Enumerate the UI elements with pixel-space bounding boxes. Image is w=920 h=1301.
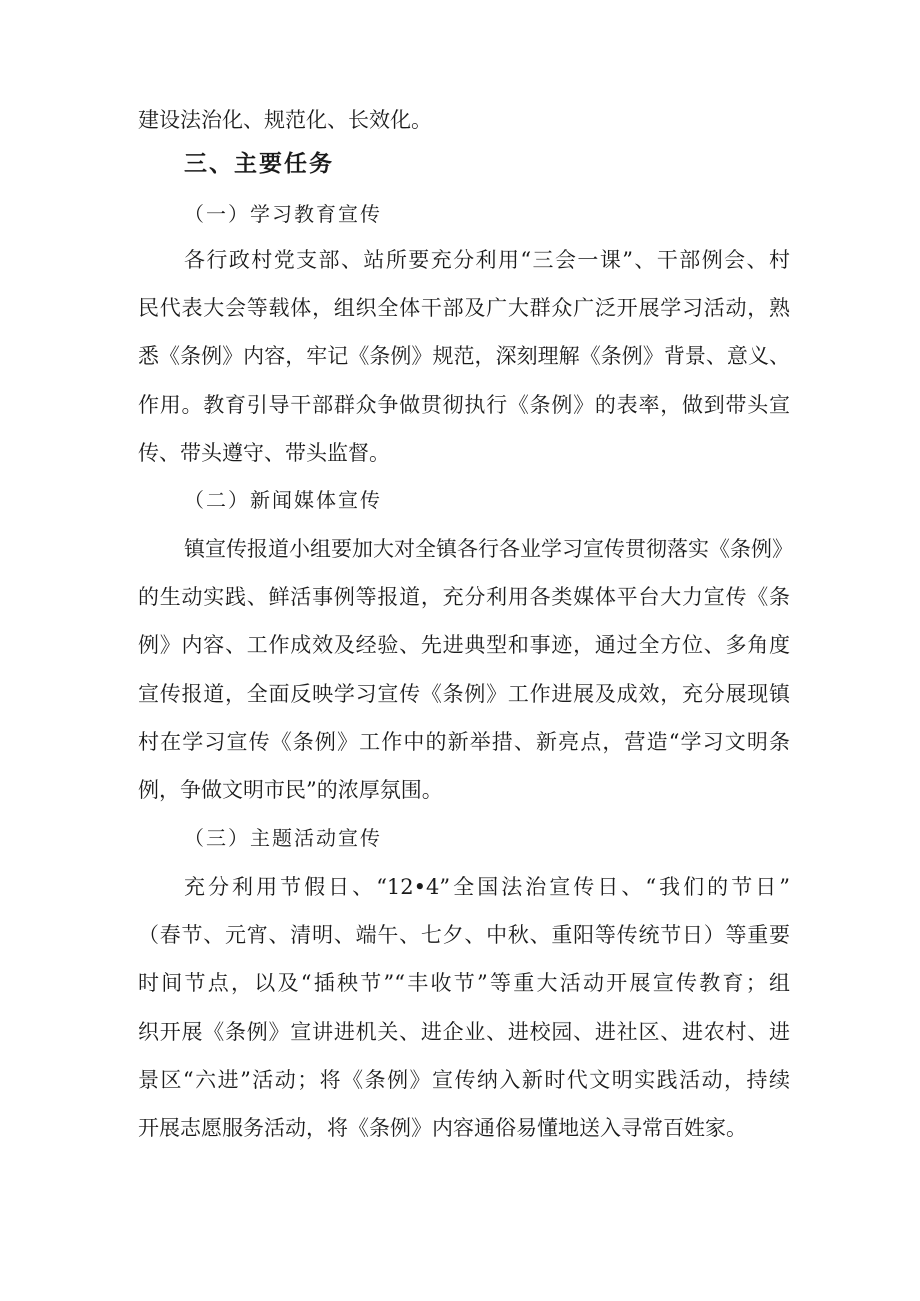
paragraph-line: 建设法治化、规范化、长效化。 [138,108,432,132]
paragraph-line: 悉《条例》内容，牢记《条例》规范，深刻理解《条例》背景、意义、 [138,344,790,368]
paragraph-line: 充分利用节假日、“12•4”全国法治宣传日、“我们的节日” [184,875,790,899]
section-heading: 三、主要任务 [184,151,334,177]
subsection-heading-3: （三）主题活动宣传 [184,826,382,850]
paragraph-line: 宣传报道，全面反映学习宣传《条例》工作进展及成效，充分展现镇 [138,682,790,706]
paragraph-line: 景区“六进”活动；将《条例》宣传纳入新时代文明实践活动，持续 [138,1068,790,1092]
paragraph-line: 织开展《条例》宣讲进机关、进企业、进校园、进社区、进农村、进 [138,1020,790,1044]
subsection-heading-1: （一）学习教育宣传 [184,202,382,226]
paragraph-line: 时间节点，以及“插秧节”“丰收节”等重大活动开展宣传教育；组 [138,971,790,995]
paragraph-line: 传、带头遵守、带头监督。 [138,441,390,465]
paragraph-line: 民代表大会等载体，组织全体干部及广大群众广泛开展学习活动，熟 [138,296,790,320]
paragraph-line: 镇宣传报道小组要加大对全镇各行各业学习宣传贯彻落实《条例》 [184,537,793,561]
paragraph-line: 的生动实践、鲜活事例等报道，充分利用各类媒体平台大力宣传《条 [138,585,790,609]
paragraph-line: 开展志愿服务活动，将《条例》内容通俗易懂地送入寻常百姓家。 [138,1116,747,1140]
paragraph-line: 例，争做文明市民”的浓厚氛围。 [138,778,443,802]
paragraph-line: 村在学习宣传《条例》工作中的新举措、新亮点，营造“学习文明条 [138,730,790,754]
paragraph-line: （春节、元宵、清明、端午、七夕、中秋、重阳等传统节日）等重要 [138,923,790,947]
paragraph-line: 作用。教育引导干部群众争做贯彻执行《条例》的表率，做到带头宣 [138,393,790,417]
paragraph-line: 各行政村党支部、站所要充分利用“三会一课”、干部例会、村 [184,248,790,272]
subsection-heading-2: （二）新闻媒体宣传 [184,488,382,512]
paragraph-line: 例》内容、工作成效及经验、先进典型和事迹，通过全方位、多角度 [138,633,790,657]
